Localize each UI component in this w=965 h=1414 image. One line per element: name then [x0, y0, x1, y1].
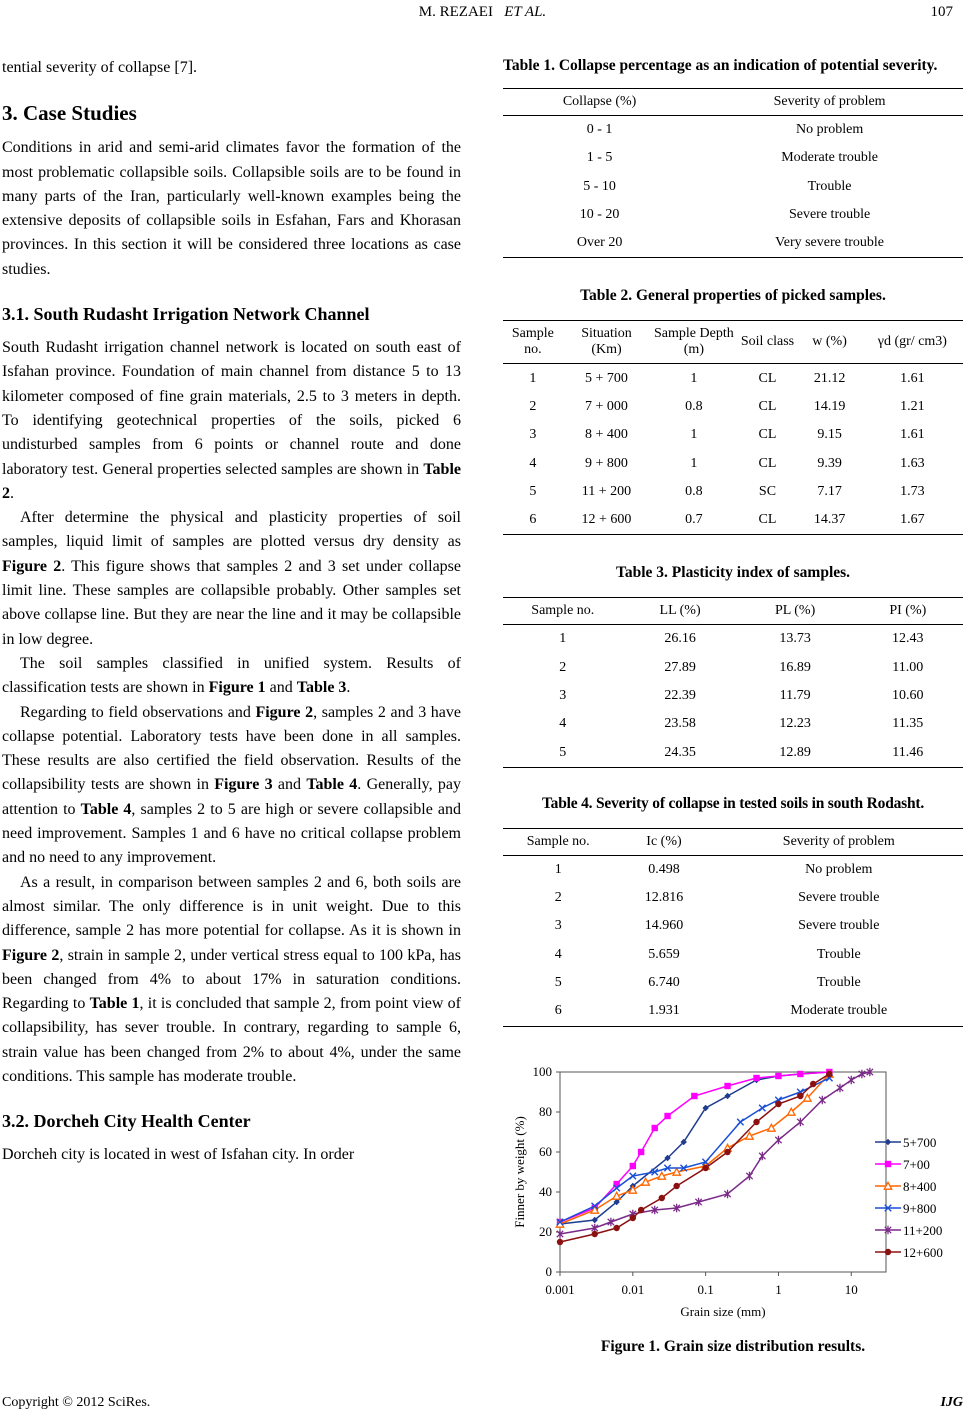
table-cell: No problem [805, 861, 873, 877]
table-row: 5 - 10 Trouble [583, 178, 852, 194]
table-row [503, 884, 963, 912]
table-row [503, 941, 963, 969]
table-cell: 27.89 [664, 659, 696, 675]
chart-series-group [556, 1068, 873, 1245]
data-point [613, 1225, 619, 1231]
table-cell: Trouble [816, 975, 861, 991]
table-cell: 8 + 400 [585, 427, 628, 443]
table-1 [503, 88, 963, 258]
data-point [638, 1207, 644, 1213]
data-point [652, 1125, 658, 1131]
table-cell: 3 [554, 918, 562, 934]
table-row: 10 - 20 Severe trouble [579, 207, 871, 223]
table-row: 0 - 1 No problem [586, 122, 864, 138]
table-cell: 1.931 [613, 997, 714, 1026]
data-point [659, 1195, 665, 1201]
data-point [702, 1165, 708, 1171]
table-cell: CL [758, 455, 777, 471]
data-point [557, 1239, 563, 1245]
table-cell: 3 [559, 688, 567, 703]
table-3 [503, 597, 963, 767]
table-cell: 22.39 [664, 688, 696, 703]
table-1-caption: Table 1. Collapse percentage as an indication of potential severity. [503, 57, 938, 74]
table-cell: 2 [559, 659, 567, 675]
table-cell: 1.21 [900, 398, 925, 414]
data-point [885, 1249, 891, 1255]
legend-label: 5+700 [903, 1135, 937, 1150]
table-cell: 1 [554, 861, 562, 877]
table-cell: 1 [529, 370, 537, 386]
data-point [775, 1073, 781, 1079]
data-point [724, 1149, 730, 1155]
copyright: Copyright © 2012 SciRes. [2, 1395, 151, 1410]
table-cell: 1 [690, 370, 698, 386]
y-tick-label: 20 [539, 1224, 552, 1239]
data-point [753, 1075, 759, 1081]
table-cell: 11.46 [853, 738, 963, 767]
data-point [630, 1163, 636, 1169]
table-2-header: Sample Depth (m) [650, 321, 737, 364]
paragraph-classification: The soil samples classified in unified system. Results of classification tests are shown in Figure 1 and Table 3. [2, 654, 461, 697]
table-cell: 5 [503, 738, 623, 767]
legend-item [875, 1201, 936, 1216]
data-point [630, 1215, 636, 1221]
table-cell: 13.73 [779, 631, 811, 647]
journal-abbrev: IJG [940, 1395, 963, 1410]
table-cell: 14.19 [813, 398, 846, 414]
data-point [775, 1136, 781, 1144]
data-point [797, 1093, 803, 1099]
y-tick-label: 80 [539, 1104, 552, 1119]
x-tick-label: 0.01 [621, 1282, 645, 1297]
table-cell: Trouble [816, 946, 861, 962]
table-cell: 7 + 000 [585, 398, 628, 414]
table-row [503, 506, 963, 535]
page-footer [2, 1395, 963, 1411]
chart-legend [875, 1135, 943, 1260]
table-cell: 12.23 [779, 716, 811, 732]
table-4 [503, 828, 963, 1027]
table-row [503, 625, 963, 654]
table-cell: 23.58 [664, 716, 696, 732]
table-cell: 6.740 [648, 975, 680, 991]
table-row [503, 855, 963, 884]
table-3-header: PL (%) [738, 598, 853, 625]
table-row [503, 449, 963, 477]
table-cell: 1.61 [900, 370, 925, 386]
legend-label: 7+00 [903, 1157, 930, 1172]
intro-fragment: tential severity of collapse [7]. [2, 59, 198, 76]
table-cell: 12.89 [738, 738, 853, 767]
table-cell: 14.37 [797, 506, 861, 535]
page-number: 107 [930, 4, 953, 20]
x-tick-label: 0.001 [545, 1282, 575, 1297]
table-cell: 24.35 [623, 738, 738, 767]
table-cell: 12 + 600 [563, 506, 650, 535]
table-cell: 1.73 [900, 483, 925, 499]
legend-label: 11+200 [903, 1223, 943, 1238]
table-cell: 1 [690, 427, 698, 443]
table-2-header: w (%) [797, 321, 861, 364]
paragraph-rudasht: South Rudasht irrigation channel network is located on south east of Isfahan province. Foundation of main channel from distance 5 to 13 kilometer composed of fine grain materials, 2.5 to 3 meters in depth. To identifying geotechnical properties of the soils, picked 6 undisturbed samples from 6 points or channel route and done laboratory test. General properties selected samples are shown in Table 2. [2, 339, 461, 502]
table-cell: 4 [554, 946, 562, 962]
table-row [503, 654, 963, 682]
table-cell: CL [758, 427, 777, 443]
data-point [608, 1218, 614, 1226]
x-tick-label: 0.1 [697, 1282, 714, 1297]
table-cell: 11.00 [892, 659, 924, 675]
table-row [503, 682, 963, 710]
data-point [885, 1161, 891, 1167]
table-cell: 4 [559, 716, 567, 732]
table-row [503, 478, 963, 506]
data-point [810, 1081, 816, 1087]
table-cell: 5.659 [648, 946, 680, 962]
table-row [503, 710, 963, 738]
table-cell: CL [738, 506, 798, 535]
data-point [759, 1105, 765, 1111]
grain-size-chart [503, 1062, 963, 1324]
table-cell: CL [758, 398, 777, 414]
legend-item [875, 1179, 936, 1194]
table-row [503, 421, 963, 449]
data-point [826, 1071, 832, 1077]
left-column [2, 56, 461, 1168]
table-cell: Severe trouble [798, 890, 880, 906]
table-cell: 12.816 [644, 890, 684, 906]
table-cell: 6 [503, 997, 613, 1026]
legend-label: 9+800 [903, 1201, 937, 1216]
table-cell: 10.60 [892, 688, 924, 703]
table-row [503, 738, 963, 767]
table-row [503, 969, 963, 997]
table-1-header: Severity of problem [696, 89, 963, 116]
table-2-header: Situation (Km) [563, 321, 650, 364]
data-point [737, 1119, 743, 1125]
table-2-header: Soil class [738, 321, 798, 364]
y-tick-label: 100 [532, 1064, 552, 1079]
paragraph-field-observations: Regarding to field observations and Figure 2, samples 2 and 3 have collapse potential. Laboratory tests have been done in all samples. These results are also certified the field observation. Results of the collapsibility tests are shown in Figure 3 and Table 4. Generally, pay attention to Table 4, samples 2 to 5 are high or severe collapsible and need improvement. Samples 1 and 6 have no critical collapse problem and no need to any improvement. [2, 703, 462, 867]
table-cell: 26.16 [664, 631, 696, 647]
data-point [753, 1119, 759, 1125]
table-2-header: Sample no. [503, 321, 563, 364]
x-tick-label: 1 [775, 1282, 782, 1297]
data-point [691, 1093, 697, 1099]
table-cell: 12.43 [892, 631, 924, 647]
section-3-2-title: 3.2. Dorcheh City Health Center [2, 1111, 251, 1132]
table-3-caption: Table 3. Plasticity index of samples. [615, 564, 851, 582]
table-cell: 14.960 [644, 918, 684, 934]
y-tick-label: 0 [545, 1264, 552, 1279]
table-cell: 0.8 [685, 398, 703, 414]
data-point [837, 1084, 843, 1092]
table-row [503, 364, 963, 393]
data-point [664, 1113, 670, 1119]
table-cell: Severe trouble [798, 918, 880, 934]
table-cell: 9 + 800 [585, 455, 628, 471]
data-point [673, 1183, 679, 1189]
legend-label: 8+400 [903, 1179, 937, 1194]
table-cell: 1.63 [900, 455, 925, 471]
table-cell: 5 + 700 [585, 370, 628, 386]
header-authors: M. REZAEI ET AL. [418, 4, 547, 20]
table-3-header: Sample no. [503, 598, 623, 625]
table-cell: Moderate trouble [715, 997, 963, 1026]
legend-item [875, 1245, 943, 1260]
table-2 [503, 320, 963, 535]
table-3-header: LL (%) [623, 598, 738, 625]
table-cell: 9.15 [817, 427, 842, 443]
table-cell: 4 [529, 455, 537, 471]
data-point [629, 1186, 636, 1193]
paragraph-plasticity: After determine the physical and plasticity properties of soil samples, liquid limit of samples are plotted versus dry density as Figure 2. This figure shows that samples 2 and 3 set under collapse limit line. These samples are collapsible probably. Other samples set above collapse line. But they are near the line and it may be collapsible in low degree. [2, 509, 462, 648]
table-cell: 1 [559, 631, 567, 647]
table-cell: 6 [503, 506, 563, 535]
section-3-title: 3. Case Studies [2, 101, 137, 126]
table-row [503, 997, 963, 1026]
table-cell: 2 [529, 398, 537, 414]
table-row [503, 912, 963, 940]
table-cell: 9.39 [817, 455, 842, 471]
table-cell: 1.67 [862, 506, 963, 535]
x-tick-label: 10 [844, 1282, 858, 1297]
legend-label: 12+600 [903, 1245, 943, 1260]
table-cell: 0.7 [650, 506, 737, 535]
data-point [819, 1096, 825, 1104]
table-cell: 5 [554, 975, 562, 991]
data-point [724, 1083, 730, 1089]
table-cell: 7.17 [817, 483, 842, 499]
table-3-header: PI (%) [853, 598, 963, 625]
table-cell: 5 [529, 483, 537, 499]
table-2-header: γd (gr/ cm3) [862, 321, 963, 364]
legend-item [875, 1157, 930, 1172]
legend-item [875, 1223, 942, 1238]
table-row: 1 - 5 Moderate trouble [586, 150, 878, 166]
table-4-header: Sample no. [503, 828, 613, 855]
table-row: Over 20 Very severe trouble [503, 229, 963, 258]
table-4-caption: Table 4. Severity of collapse in tested soils in south Rodasht. [541, 794, 925, 812]
table-row [503, 393, 963, 421]
paragraph-comparison: As a result, in comparison between samples 2 and 6, both soils are almost similar. The only difference is in unit weight. Due to this difference, sample 2 has more potential for collapse. As it is shown in Figure 2, strain in sample 2, under vertical stress equal to 100 kPa, has been changed from 4% to about 17% in saturation conditions. Regarding to Table 1, it is concluded that sample 2, from point view of collapsibility, has sever trouble. In contrary, regarding to sample 6, strain value has been changed from 2% to about 4%, under the same conditions. This sample has moderate trouble. [2, 873, 462, 1085]
y-tick-label: 60 [539, 1144, 552, 1159]
table-cell: 3 [529, 427, 537, 443]
chart-frame [560, 1072, 886, 1272]
table-4-header: Ic (%) [613, 828, 714, 855]
figure-1-caption: Figure 1. Grain size distribution results. [600, 1338, 866, 1355]
table-cell: 0.8 [685, 483, 703, 499]
table-cell: 11.79 [779, 688, 811, 703]
right-column [503, 56, 963, 1027]
data-point [759, 1152, 765, 1160]
running-header [0, 4, 965, 24]
plot-area [560, 1072, 886, 1272]
table-cell: 16.89 [779, 659, 811, 675]
table-4-header: Severity of problem [715, 828, 963, 855]
table-cell: 11 + 200 [581, 483, 632, 499]
y-axis-label: Finner by weight (%) [512, 1116, 527, 1228]
y-tick-label: 40 [539, 1184, 552, 1199]
data-point [775, 1101, 781, 1107]
legend-item [875, 1135, 936, 1150]
x-axis-label: Grain size (mm) [680, 1304, 766, 1319]
table-cell: 2 [554, 890, 562, 906]
table-cell: 1 [690, 455, 698, 471]
data-point [746, 1172, 752, 1180]
table-cell: CL [758, 370, 777, 386]
data-point [797, 1118, 803, 1126]
data-point [638, 1149, 644, 1155]
table-cell: 11.35 [892, 716, 924, 732]
data-point [724, 1093, 730, 1099]
section-3-paragraph: Conditions in arid and semi-arid climates favor the formation of the most problematic collapsible soils. Collapsible soils are to be found in many parts of the Iran, particularly well-known examples being the extensive deposits of collapsible soils in Esfahan, Fars and Khorasan provinces. In this section it will be considered three locations as case studies. [2, 139, 461, 278]
section-3-1-title: 3.1. South Rudasht Irrigation Network Channel [2, 304, 370, 325]
series-7+00 [557, 1069, 833, 1225]
data-point [592, 1231, 598, 1237]
table-cell: 1.61 [900, 427, 925, 443]
table-2-caption: Table 2. General properties of picked samples. [580, 287, 886, 305]
data-point [797, 1071, 803, 1077]
table-cell: 0.498 [648, 861, 680, 877]
table-1-header: Collapse (%) [503, 89, 696, 116]
table-cell: 21.12 [813, 370, 846, 386]
table-cell: SC [758, 483, 777, 499]
paragraph-dorcheh: Dorcheh city is located in west of Isfahan city. In order [2, 1146, 355, 1164]
data-point [848, 1076, 854, 1084]
